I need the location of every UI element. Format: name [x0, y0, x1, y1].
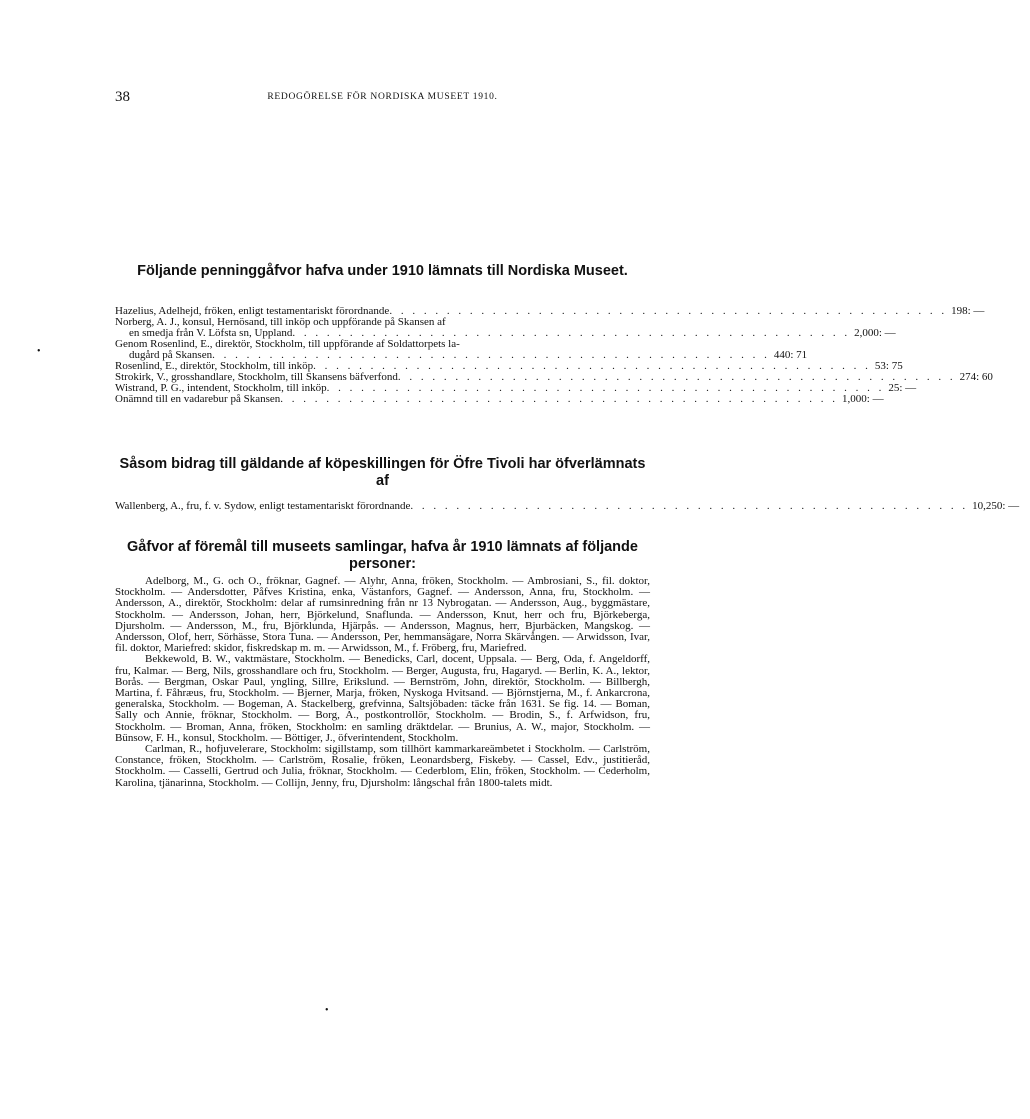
entry-text: Hazelius, Adelhejd, fröken, enligt testamentariskt förordnande	[115, 305, 390, 317]
leader-dots: . . . . . . . . . . . . . . . . . . . . . . . . . . . . . . . . . . . . . . . . . . . . . . . . .	[292, 327, 851, 339]
running-title: REDOGÖRELSE FÖR NORDISKA MUSEET 1910.	[267, 92, 498, 102]
tivoli-contribution-list	[115, 500, 1020, 512]
entry-text: Wallenberg, A., fru, f. v. Sydow, enligt testamentariskt förordnande	[115, 500, 411, 512]
section-heading-object-gifts: Gåfvor af föremål till museets samlingar, hafva år 1910 lämnats af följande personer:	[127, 539, 638, 572]
ledger-entry	[115, 393, 884, 405]
section-heading-tivoli-contribution: Såsom bidrag till gäldande af köpeskillingen för Öfre Tivoli har öfverlämnats af	[119, 456, 646, 489]
leader-dots: . . . . . . . . . . . . . . . . . . . . . . . . . . . . . . . . . . . . . . . . . . . . . . . . .	[326, 382, 885, 394]
entry-amount: 1,000: —	[842, 393, 884, 405]
leader-dots: . . . . . . . . . . . . . . . . . . . . . . . . . . . . . . . . . . . . . . . . . . . . . . . . .	[212, 349, 770, 361]
entry-amount: 10,250: —	[972, 500, 1020, 512]
entry-text: Strokirk, V., grosshandlare, Stockholm, till Skansens bäfverfond	[115, 371, 398, 383]
leader-dots: . . . . . . . . . . . . . . . . . . . . . . . . . . . . . . . . . . . . . . . . . . . . . . . . .	[280, 393, 839, 405]
donor-paragraph: Carlman, R., hofjuvelerare, Stockholm: sigillstamp, som tillhört kammarkareämbetet i Stockholm. — Carlström, Constance, fröken, Stockholm. — Carlström, Rosalie, fröken, Leonardsberg, Fiskeby. — Cassel, Edv., justitieråd, Stockholm. — Casselli, Gertrud och Julia, fröknar, Stockholm. — Cederblom, Elin, fröken, Stockholm. — Cederholm, Karolina, tjänarinna, Stockholm. — Collijn, Jenny, fru, Djursholm: långschal från 1800-talets midt.	[115, 743, 650, 789]
margin-dot: •	[37, 346, 41, 357]
ledger-entry-text: Norberg, A. J., konsul, Hernösand, till inköp och uppförande på Skansen af	[115, 316, 446, 328]
entry-text: en smedja från V. Löfsta sn, Uppland	[129, 327, 293, 339]
donor-paragraphs	[115, 576, 650, 789]
ledger-entry-text: Genom Rosenlind, E., direktör, Stockholm, till uppförande af Soldattorpets la-	[115, 338, 460, 350]
page-number: 38	[115, 89, 130, 105]
running-header	[115, 89, 650, 107]
entry-amount: 53: 75	[874, 360, 903, 372]
leader-dots: . . . . . . . . . . . . . . . . . . . . . . . . . . . . . . . . . . . . . . . . . . . . . . . . .	[410, 500, 969, 512]
entry-amount: 274: 60	[959, 371, 993, 383]
donor-paragraph: Bekkewold, B. W., vaktmästare, Stockholm. — Benedicks, Carl, docent, Uppsala. — Berg, Oda, f. Angeldorff, fru, Kalmar. — Berg, Nils, grosshandlare och fru, Stockholm. — Berger, Augusta, fru, Hagaryd. — Berlin, K. A., lektor, Borås. — Bergman, Oskar Paul, yngling, Sillre, Erikslund. — Bernström, John, direktör, Stockholm. — Billbergh, Martina, f. Fåhræus, fru, Stockholm. — Bjerner, Marja, fröken, Nyskoga Hvitsand. — Björnstjerna, M., f. Ankarcrona, generalska, Stockholm. — Bogeman, A. Stackelberg, grefvinna, Saltsjöbaden: täcke från 1631. Se fig. 14. — Boman, Sally och Annie, fröknar, Stockholm. — Borg, A., postkontrollör, Stockholm. — Brodin, S., f. Arfwidson, fru, Stockholm. — Broman, Anna, fröken, Stockholm: en samling dräktdelar. — Brunius, A. W., major, Stockholm. — Bünsow, F. H., konsul, Stockholm. — Böttiger, J., öfverintendent, Stockholm.	[115, 653, 650, 744]
entry-amount: 440: 71	[773, 349, 808, 361]
money-gifts-list	[115, 305, 993, 405]
entry-text: Wistrand, P. G., intendent, Stockholm, till inköp	[115, 382, 327, 394]
leader-dots: . . . . . . . . . . . . . . . . . . . . . . . . . . . . . . . . . . . . . . . . . . . . . . . . .	[397, 371, 956, 383]
entry-text: Rosenlind, E., direktör, Stockholm, till inköp	[115, 360, 314, 372]
section-heading-money-gifts: Följande penninggåfvor hafva under 1910 lämnats till Nordiska Museet.	[137, 263, 628, 279]
leader-dots: . . . . . . . . . . . . . . . . . . . . . . . . . . . . . . . . . . . . . . . . . . . . . . . . .	[313, 360, 871, 372]
ledger-entry	[115, 500, 1020, 512]
entry-amount: 25: —	[888, 382, 917, 394]
entry-amount: 198: —	[951, 305, 985, 317]
donor-paragraph: Adelborg, M., G. och O., fröknar, Gagnef. — Alyhr, Anna, fröken, Stockholm. — Ambrosiani, S., fil. doktor, Stockholm. — Andersdotter, Påfves Kristina, enka, Västanfors, Gagnef. — Andersson, Anna, fru, Stockholm. — Andersson, A., direktör, Stockholm: delar af rumsinredning från nr 13 Nybrogatan. — Andersson, Aug., byggmästare, Stockholm. — Andersson, Johan, herr, Björkelund, Snaflunda. — Andersson, Knut, herr och fru, Björkeberga, Djursholm. — Andersson, M., fru, Björklunda, Hjärpås. — Andersson, Magnus, herr, Bjurbäcken, Mangskog. — Andersson, Olof, herr, Sörhässe, Stora Tuna. — Andersson, Per, hemmansägare, Norra Skärvången. — Arwidsson, Ivar, fil. doktor, Mariefred: skidor, fiskredskap m. m. — Arwidsson, M., f. Fröberg, fru, Mariefred.	[115, 575, 650, 655]
margin-dot: •	[325, 1005, 329, 1016]
entry-amount: 2,000: —	[854, 327, 896, 339]
entry-text: dugård på Skansen	[129, 349, 213, 361]
leader-dots: . . . . . . . . . . . . . . . . . . . . . . . . . . . . . . . . . . . . . . . . . . . . . . . . .	[389, 305, 948, 317]
entry-text: Onämnd till en vadarebur på Skansen	[115, 393, 281, 405]
